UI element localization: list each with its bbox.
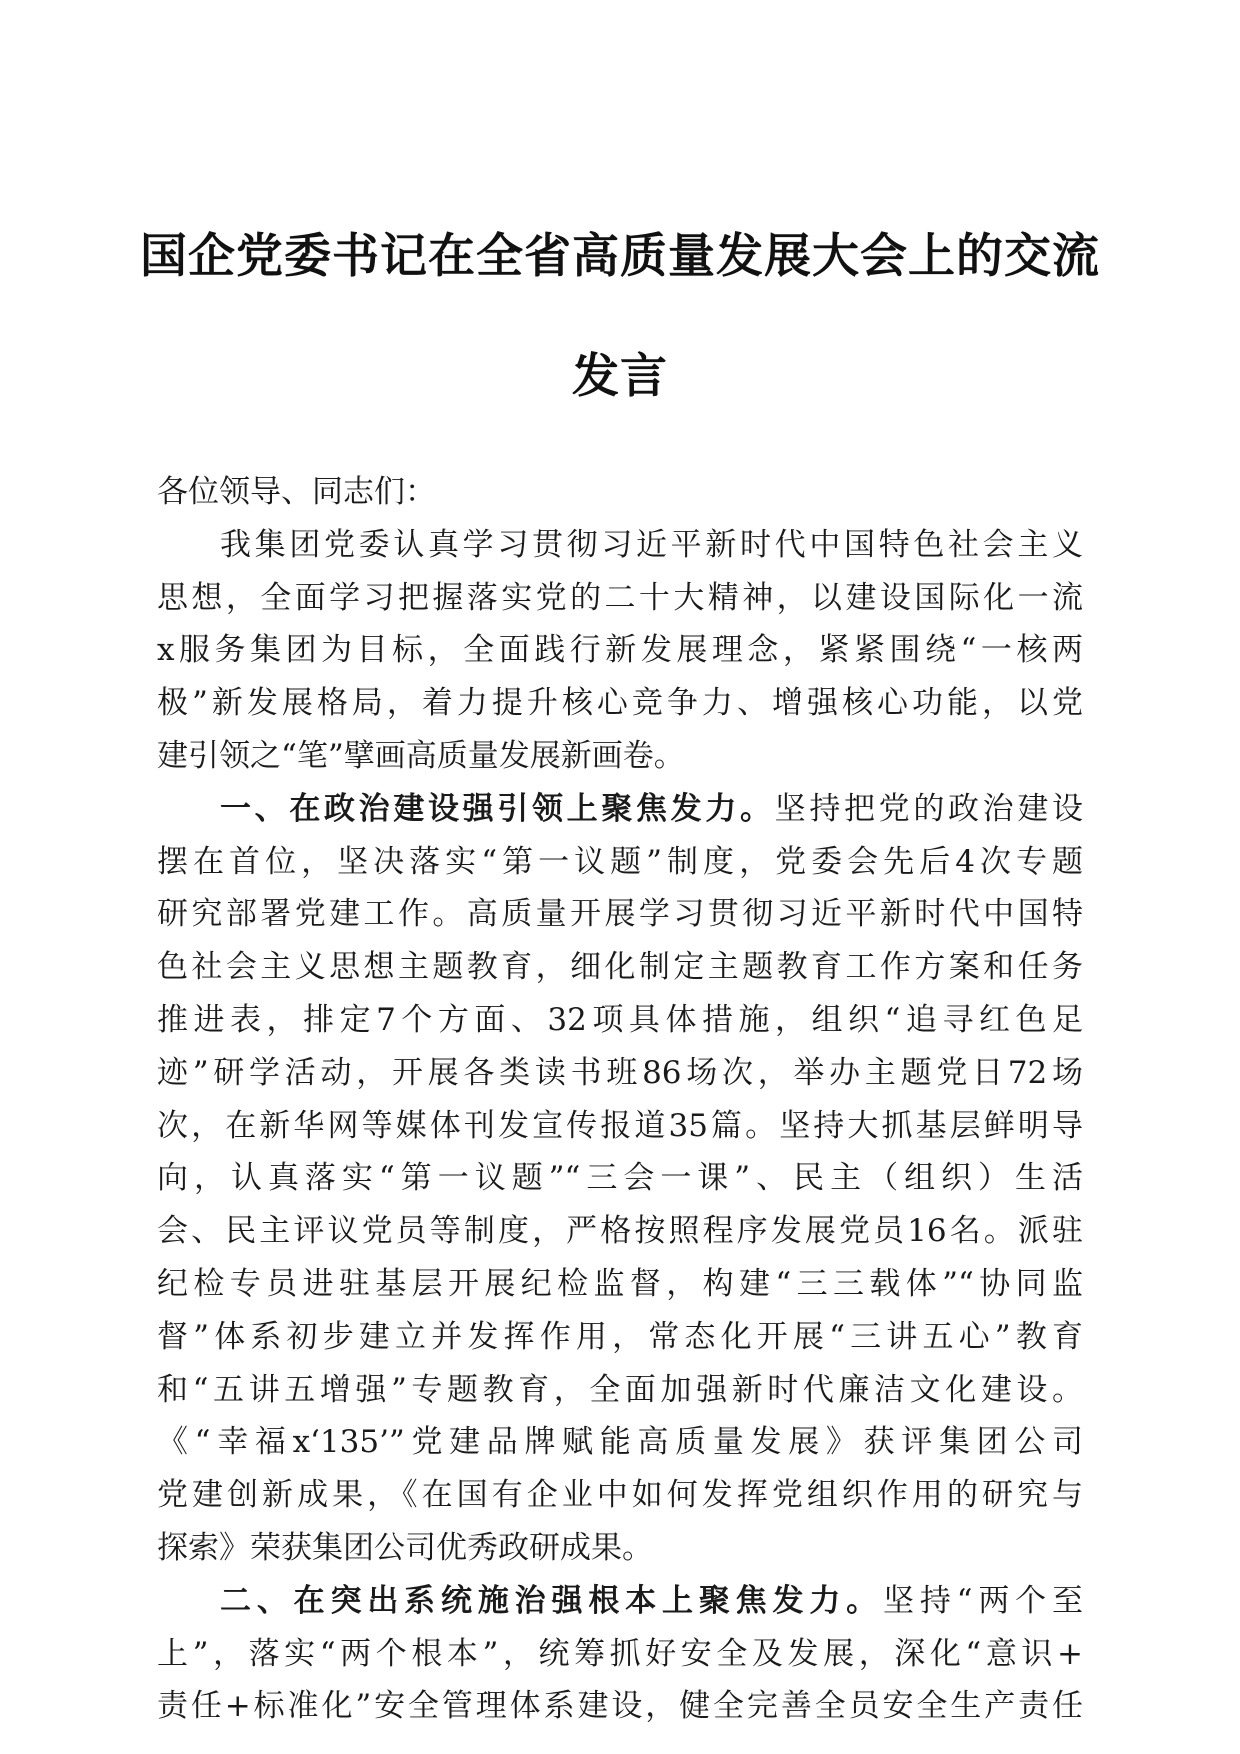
section-1-line: 纪检专员进驻基层开展纪检监督，构建“三三载体”“协同监 xyxy=(157,1265,1083,1302)
document-body xyxy=(157,466,1083,1733)
section-1-line: 摆在首位，坚决落实“第一议题”制度，党委会先后4次专题 xyxy=(157,843,1083,880)
section-2-heading: 二、在突出系统施治强根本上聚焦发力。 xyxy=(220,1582,883,1619)
section-2-line: 上”，落实“两个根本”，统筹抓好安全及发展，深化“意识+ xyxy=(157,1635,1083,1672)
section-1-line: 研究部署党建工作。高质量开展学习贯彻习近平新时代中国特 xyxy=(157,896,1083,933)
section-2-first-line xyxy=(157,1575,1083,1628)
section-1-line: 向，认真落实“第一议题”“三会一课”、民主（组织）生活 xyxy=(157,1160,1083,1197)
intro-line: 建引领之“笔”擘画高质量发展新画卷。 xyxy=(157,737,685,774)
section-1-line: 探索》荣获集团公司优秀政研成果。 xyxy=(157,1529,653,1566)
section-1-line: 推进表，排定7个方面、32项具体措施，组织“追寻红色足 xyxy=(157,1001,1083,1038)
section-1-line: 《“幸福x‘135’”党建品牌赋能高质量发展》获评集团公司 xyxy=(157,1424,1083,1461)
section-1-line: 次，在新华网等媒体刊发宣传报道35篇。坚持大抓基层鲜明导 xyxy=(157,1107,1083,1144)
document-title-line-1: 国企党委书记在全省高质量发展大会上的交流 xyxy=(140,229,1100,284)
section-1-line: 色社会主义思想主题教育，细化制定主题教育工作方案和任务 xyxy=(157,949,1083,986)
section-2-text: 坚持“两个至 xyxy=(882,1582,1083,1619)
section-1-text: 坚持把党的政治建设 xyxy=(774,790,1084,827)
section-1-line: 迹”研学活动，开展各类读书班86场次，举办主题党日72场 xyxy=(157,1054,1083,1091)
section-1-line: 和“五讲五增强”专题教育，全面加强新时代廉洁文化建设。 xyxy=(157,1371,1083,1408)
intro-line: 极”新发展格局，着力提升核心竞争力、增强核心功能，以党 xyxy=(157,685,1083,722)
section-1-first-line xyxy=(157,783,1083,836)
section-1-line: 督”体系初步建立并发挥作用，常态化开展“三讲五心”教育 xyxy=(157,1318,1083,1355)
section-2-line: 责任+标准化”安全管理体系建设，健全完善全员安全生产责任 xyxy=(157,1688,1083,1725)
intro-line: x服务集团为目标，全面践行新发展理念，紧紧围绕“一核两 xyxy=(157,632,1083,669)
document-title-line-2: 发言 xyxy=(572,349,668,404)
salutation: 各位领导、同志们： xyxy=(157,474,436,510)
section-1-line: 会、民主评议党员等制度，严格按照程序发展党员16名。派驻 xyxy=(157,1213,1083,1250)
section-1-heading: 一、在政治建设强引领上聚焦发力。 xyxy=(220,790,775,827)
section-1-line: 党建创新成果，《在国有企业中如何发挥党组织作用的研究与 xyxy=(157,1477,1083,1514)
intro-line: 思想，全面学习把握落实党的二十大精神，以建设国际化一流 xyxy=(157,579,1083,616)
intro-line: 我集团党委认真学习贯彻习近平新时代中国特色社会主义 xyxy=(220,526,1083,563)
